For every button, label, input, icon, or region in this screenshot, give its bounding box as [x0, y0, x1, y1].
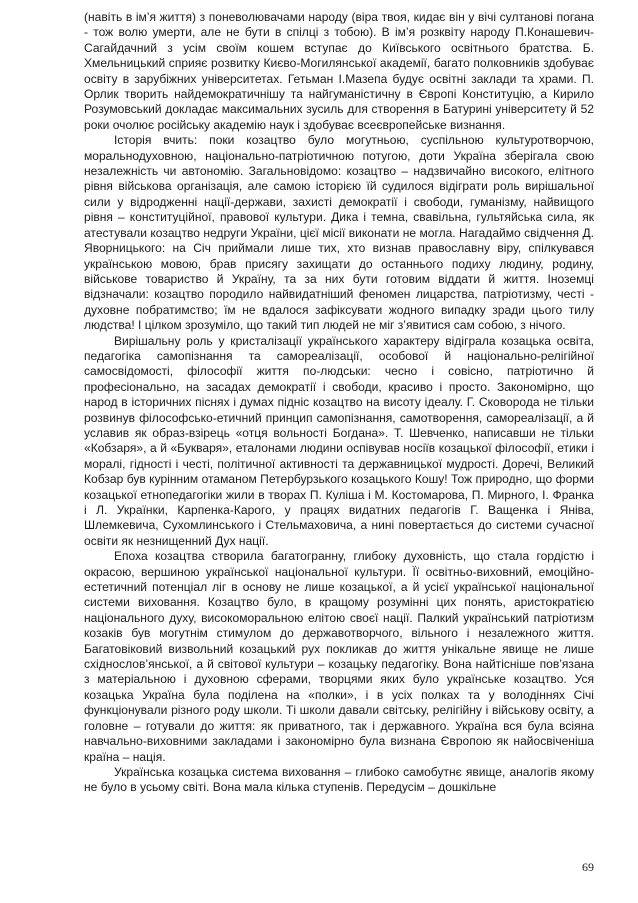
paragraph-system: Українська козацька система виховання – глибоко самобутнє явище, аналогів якому не було в усьому світі. Вона мала кілька ступенів. Передусім – дошкільне: [84, 764, 594, 795]
page-number: 69: [582, 860, 594, 874]
paragraph-history: Історія вчить: поки козацтво було могутньою, суспільною культуротворчою, моральнодуховною, національно-патріотичною потугою, доти Україна зберігала свою незалежність чи автономію. Загальновідомо: козацтво – надзвичайно високого, елітного рівня військова організація, але самою історією їй судилося відіграти роль вирішальної сили у відродженні нації-держави, захисті демократії і свободи, гуманізму, найвищого рівня – конституційної, правової культури. Дика і темна, свавільна, гультяйська сила, як атестували козацтво недруги України, цієї місії виконати не могла. Нагадаймо свідчення Д. Яворницького: на Січ приймали лише тих, хто визнав православну віру, спілкувався українською мовою, брав присягу захищати до останнього подиху людину, родину, військове товариство й Україну, та за них бути готовим віддати й життя. Іноземці відзначали: козацтво породило найвидатніший феномен лицарства, патріотизму, честі - духовне побратимство; їм не вдалося зафіксувати жодного випадку зради цього тилу людства! І цілком зрозуміло, що такий тип людей не міг з’явитися сам собою, з нічого.: [84, 133, 594, 333]
paragraph-epoch: Епоха козацтва створила багатогранну, глибоку духовність, що стала гордістю і окрасою, вершиною української національної культури. Її освітньо-виховний, емоційно-естетичний потенціал ліг в основу не лише козацької, а й усієї української національної системи виховання. Козацтво було, в кращому розумінні цих понять, аристократією національного духу, високоморальною елітою своєї нації. Палкий український патріотизм козаків був могутнім стимулом до державотворчого, вільного і незалежного життя. Багатовіковий визвольний козацький рух покликав до життя унікальне явище не лише східнослов’янської, а й світової культури – козацьку педагогіку. Вона найтісніше пов’язана з матеріальною і духовною сферами, творцями яких було українське козацтво. Уся козацька Україна була поділена на «полки», і в усіх полках та у володіннях Січі функціонували різного роду школи. Ті школи давали світську, релігійну і військову освіту, а головне – готували до життя: як приватного, так і державного. Україна вся була всіяна навчально-виховними закладами і закономірно була визнана Європою як найосвіченіша країна – нація.: [84, 549, 594, 764]
body-text: [84, 10, 594, 796]
paragraph-continuation: (навіть в ім’я життя) з поневолювачами народу (віра твоя, кидає він у вічі султанові погана - тож волю умерти, але не бути в спілці з тобою). В ім’я розквіту народу П.Конашевич-Сагайдачний з усім своїм кошем вступає до Київського освітнього братства. Б. Хмельницький сприяє розвитку Києво-Могилянської академії, багато полковників здобуває освіту в зарубіжних університетах. Гетьман І.Мазепа будує освітні заклади та храми. П. Орлик творить найдемократичнішу та найгуманістичну в Європі Конституцію, а Кирило Розумовський докладає максимальних зусиль для створення в Батурині університету й 52 роки очолює російську академію наук і здобуває всеєвропейське визнання.: [84, 10, 594, 132]
paragraph-education: Вирішальну роль у кристалізації українського характеру відіграла козацька освіта, педагогіка самопізнання та самореалізації, особової й національно-релігійної самосвідомості, філософії життя по-людськи: чесно і совісно, патріотично й професіонально, на засадах демократії і свободи, красиво і просто. Закономірно, що народ в історичних піснях і думах підніс козацтво на висоту ідеалу. Г. Сковорода не тільки розвинув філософсько-етичний принцип самопізнання, самотворення, самореалізації, а й уславив як образ-взірець «отця вольності Богдана». Т. Шевченко, написавши не тільки «Кобзаря», а й «Букваря», еталонами людини оспівував носіїв козацької філософії, етики і моралі, гідності і честі, політичної активності та державницької мудрості. Доречі, Великий Кобзар був курінним отаманом Петербурзького козацького Кошу! Тож природно, що форми козацької етнопедагогіки жили в творах П. Куліша і М. Костомарова, П. Мирного, І. Франка і Л. Українки, Карпенка-Карого, у працях видатних педагогів Г. Ващенка і Яніва, Шлемкевича, Сухомлинського і Стельмаховича, а нині повертається до системи сучасної освіти як незнищенний Дух нації.: [84, 333, 594, 548]
